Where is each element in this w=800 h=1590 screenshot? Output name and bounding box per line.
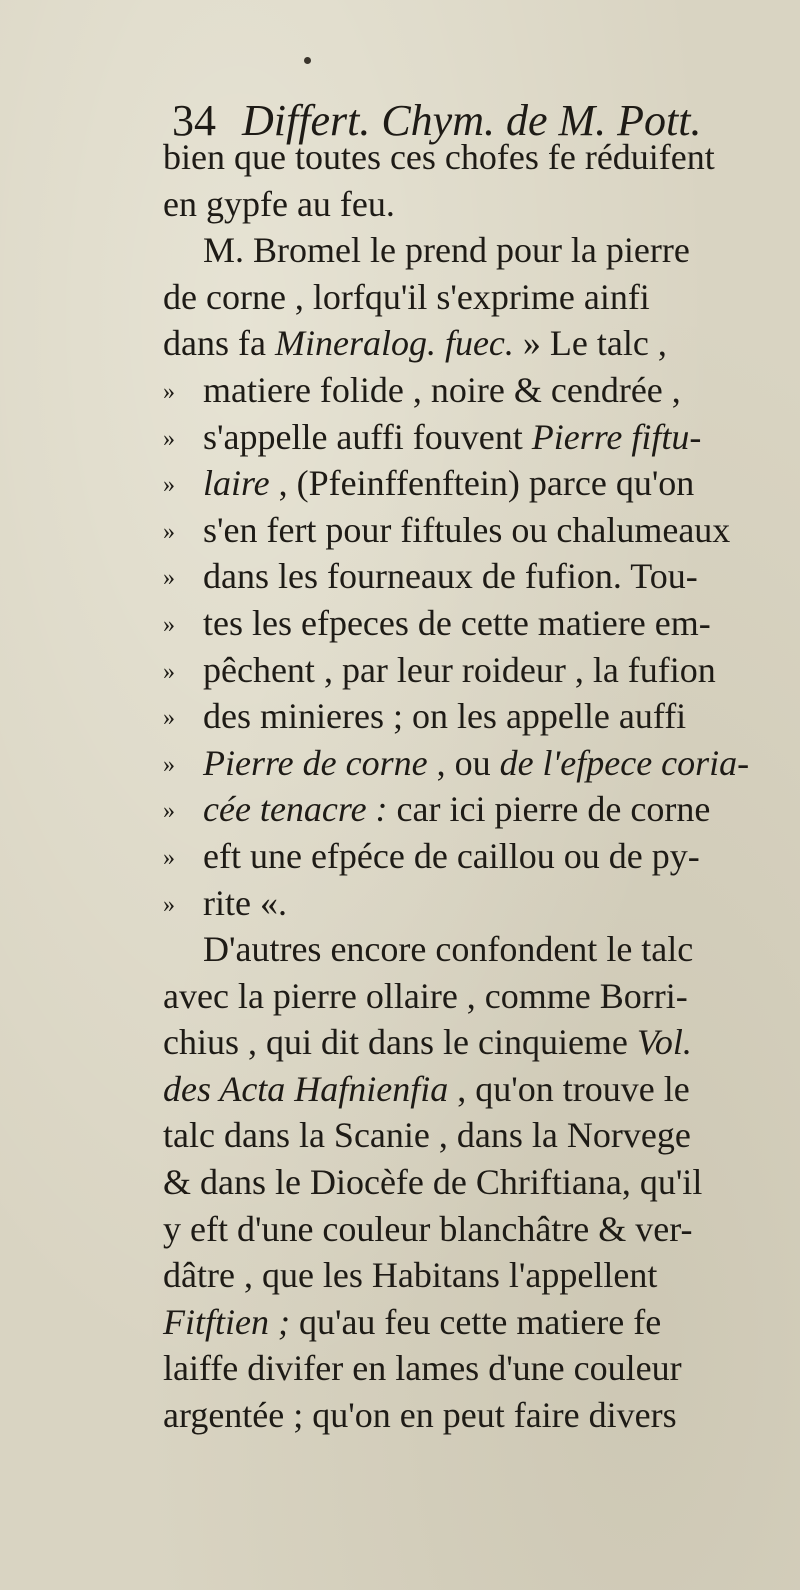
text-line	[163, 880, 763, 927]
italic-text: cée tenacre :	[203, 789, 388, 830]
text-line	[163, 414, 763, 461]
text-line	[163, 1252, 763, 1299]
text-segment: argentée ; qu'on en peut faire divers	[163, 1395, 677, 1436]
text-segment: , (Pfeinffenftein) parce qu'on	[269, 463, 695, 504]
text-line	[163, 926, 763, 973]
italic-text: Vol.	[636, 1022, 692, 1063]
text-line	[163, 1066, 763, 1113]
italic-text: Mineralog. fuec.	[274, 323, 514, 364]
text-segment: rite «.	[203, 882, 287, 923]
text-segment: dâtre , que les Habitans l'appellent	[163, 1255, 658, 1296]
ink-dot	[304, 57, 311, 64]
text-line	[163, 460, 763, 507]
text-line	[163, 181, 763, 228]
quote-mark: »	[163, 658, 175, 685]
quote-mark: »	[163, 518, 175, 545]
quote-mark: »	[163, 844, 175, 871]
italic-text: de l'efpece coria-	[499, 742, 750, 783]
text-segment: de corne , lorfqu'il s'exprime ainfi	[163, 276, 650, 317]
italic-text: laire	[203, 463, 270, 504]
text-line	[163, 973, 763, 1020]
text-line	[163, 507, 763, 554]
text-line	[163, 833, 763, 880]
page-number: 34	[172, 96, 216, 145]
text-segment: avec la pierre ollaire , comme Borri-	[163, 975, 688, 1016]
text-segment: dans fa	[163, 323, 275, 364]
text-line	[163, 1392, 763, 1439]
quote-mark: »	[163, 378, 175, 405]
italic-text: Fitftien ;	[163, 1301, 290, 1342]
text-segment: , qu'on trouve le	[448, 1068, 690, 1109]
text-line	[163, 786, 763, 833]
text-segment: qu'au feu cette matiere fe	[289, 1301, 662, 1342]
text-segment: D'autres encore confondent le talc	[203, 929, 694, 970]
text-segment: dans les fourneaux de fufion. Tou-	[203, 556, 698, 597]
quote-mark: »	[163, 705, 175, 732]
text-segment: talc dans la Scanie , dans la Norvege	[163, 1115, 691, 1156]
text-segment: & dans le Diocèfe de Chriftiana, qu'il	[163, 1162, 703, 1203]
text-line	[163, 1112, 763, 1159]
italic-text: Pierre de corne	[203, 742, 428, 783]
text-line	[163, 1299, 763, 1346]
text-line	[163, 647, 763, 694]
text-line	[163, 693, 763, 740]
quote-mark: »	[163, 565, 175, 592]
text-line	[163, 134, 763, 181]
text-segment: des minieres ; on les appelle auffi	[203, 696, 687, 737]
running-title: Differt. Chym. de M. Pott.	[242, 96, 702, 145]
text-segment: s'en fert pour fiftules ou chalumeaux	[203, 509, 731, 550]
text-line	[163, 1345, 763, 1392]
italic-text: Pierre fiftu-	[531, 416, 702, 457]
text-line	[163, 1019, 763, 1066]
text-line	[163, 553, 763, 600]
body-text	[163, 134, 763, 1439]
text-segment: tes les efpeces de cette matiere em-	[203, 602, 711, 643]
text-segment: en gypfe au feu.	[163, 183, 395, 224]
quote-mark: »	[163, 611, 175, 638]
text-line	[163, 367, 763, 414]
text-segment: » Le talc ,	[513, 323, 667, 364]
text-line	[163, 320, 763, 367]
text-segment: y eft d'une couleur blanchâtre & ver-	[163, 1208, 693, 1249]
text-line	[163, 227, 763, 274]
text-segment: pêchent , par leur roideur , la fufion	[203, 649, 716, 690]
text-line	[163, 1159, 763, 1206]
text-segment: chius , qui dit dans le cinquieme	[163, 1022, 637, 1063]
quote-mark: »	[163, 751, 175, 778]
quote-mark: »	[163, 425, 175, 452]
text-segment: s'appelle auffi fouvent	[203, 416, 532, 457]
text-line	[163, 1206, 763, 1253]
quote-mark: »	[163, 472, 175, 499]
quote-mark: »	[163, 891, 175, 918]
text-line	[163, 740, 763, 787]
text-segment: eft une efpéce de caillou ou de py-	[203, 835, 700, 876]
quote-mark: »	[163, 798, 175, 825]
text-segment: M. Bromel le prend pour la pierre	[203, 230, 690, 271]
text-segment: bien que toutes ces chofes fe réduifent	[163, 137, 715, 177]
text-segment: laiffe divifer en lames d'une couleur	[163, 1348, 682, 1389]
italic-text: des Acta Hafnienfia	[163, 1068, 449, 1109]
text-segment: matiere folide , noire & cendrée ,	[203, 369, 681, 410]
text-segment: , ou	[427, 742, 500, 783]
text-line	[163, 274, 763, 321]
text-segment: car ici pierre de corne	[387, 789, 711, 830]
text-line	[163, 600, 763, 647]
